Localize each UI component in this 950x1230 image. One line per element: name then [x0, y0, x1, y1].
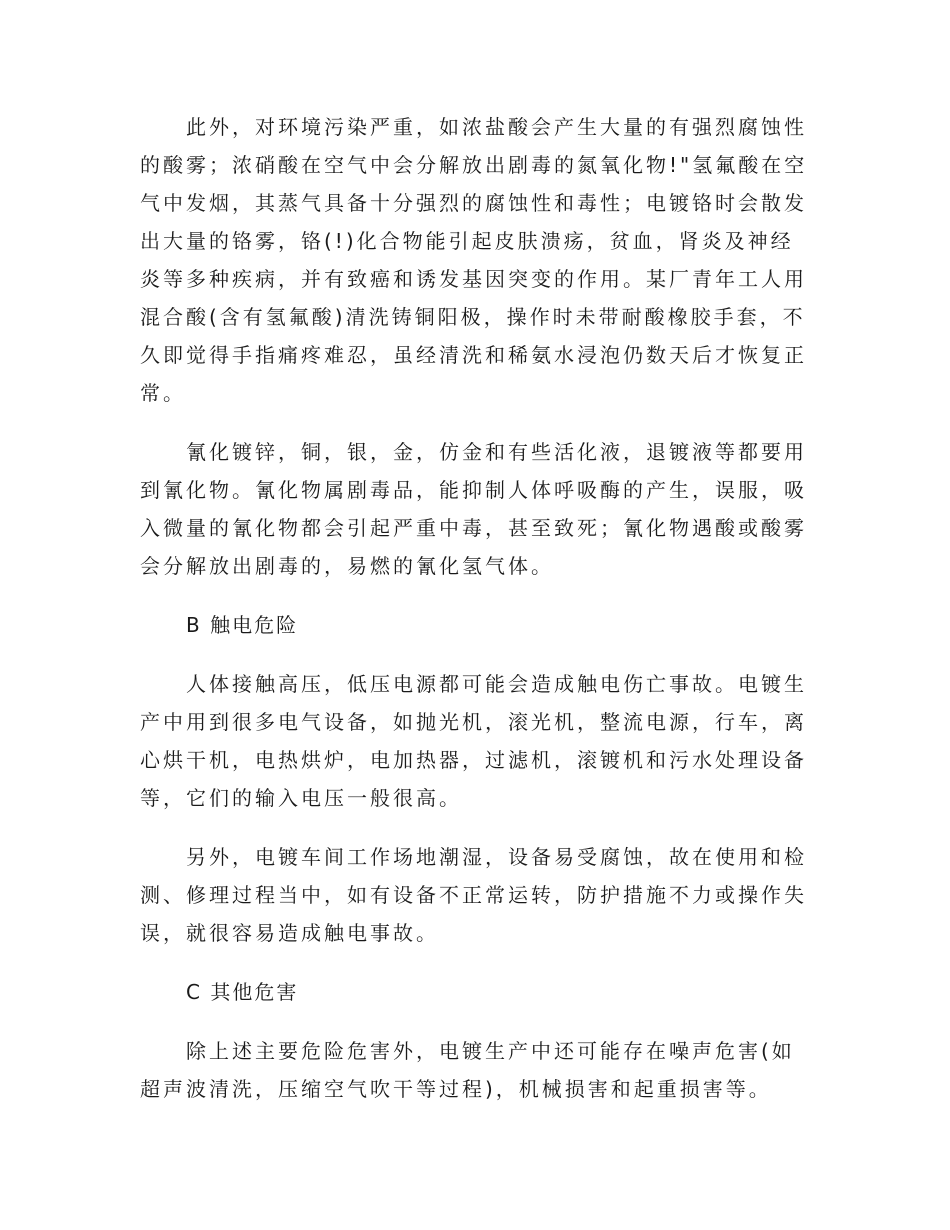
- paragraph-environment-pollution: 此外，对环境污染严重，如浓盐酸会产生大量的有强烈腐蚀性的酸雾；浓硝酸在空气中会分解放出剧毒的氮氧化物!"氢氟酸在空气中发烟，其蒸气具备十分强烈的腐蚀性和毒性；电镀铬时会散发出大量的铬雾，铬(!)化合物能引起皮肤溃疡，贫血，肾炎及神经炎等多种疾病，并有致癌和诱发基因突变的作用。某厂青年工人用混合酸(含有氢氟酸)清洗铸铜阳极，操作时未带耐酸橡胶手套，不久即觉得手指痛疼难忍，虽经清洗和稀氨水浸泡仍数天后才恢复正常。: [140, 115, 808, 405]
- paragraph-humid-workshop: 另外，电镀车间工作场地潮湿，设备易受腐蚀，故在使用和检测、修理过程当中，如有设备不正常运转，防护措施不力或操作失误，就很容易造成触电事故。: [140, 845, 807, 945]
- paragraph-high-voltage: 人体接触高压，低压电源都可能会造成触电伤亡事故。电镀生产中用到很多电气设备，如抛光机，滚光机，整流电源，行车，离心烘干机，电热烘炉，电加热器，过滤机，滚镀机和污水处理设备等，它们的输入电压一般很高。: [140, 672, 807, 810]
- section-heading-other-hazards: C 其他危害: [186, 980, 299, 1004]
- paragraph-other-hazards: 除上述主要危险危害外，电镀生产中还可能存在噪声危害(如超声波清洗，压缩空气吹干等过程)，机械损害和起重损害等。: [140, 1039, 795, 1101]
- document-body: [140, 108, 810, 1129]
- paragraph-cyanide: 氰化镀锌，铜，银，金，仿金和有些活化液，退镀液等都要用到氰化物。氰化物属剧毒品，能抑制人体呼吸酶的产生，误服，吸入微量的氰化物都会引起严重中毒，甚至致死；氰化物遇酸或酸雾会分解放出剧毒的，易燃的氰化氢气体。: [140, 440, 807, 578]
- section-heading-electric-shock: B 触电危险: [186, 613, 299, 637]
